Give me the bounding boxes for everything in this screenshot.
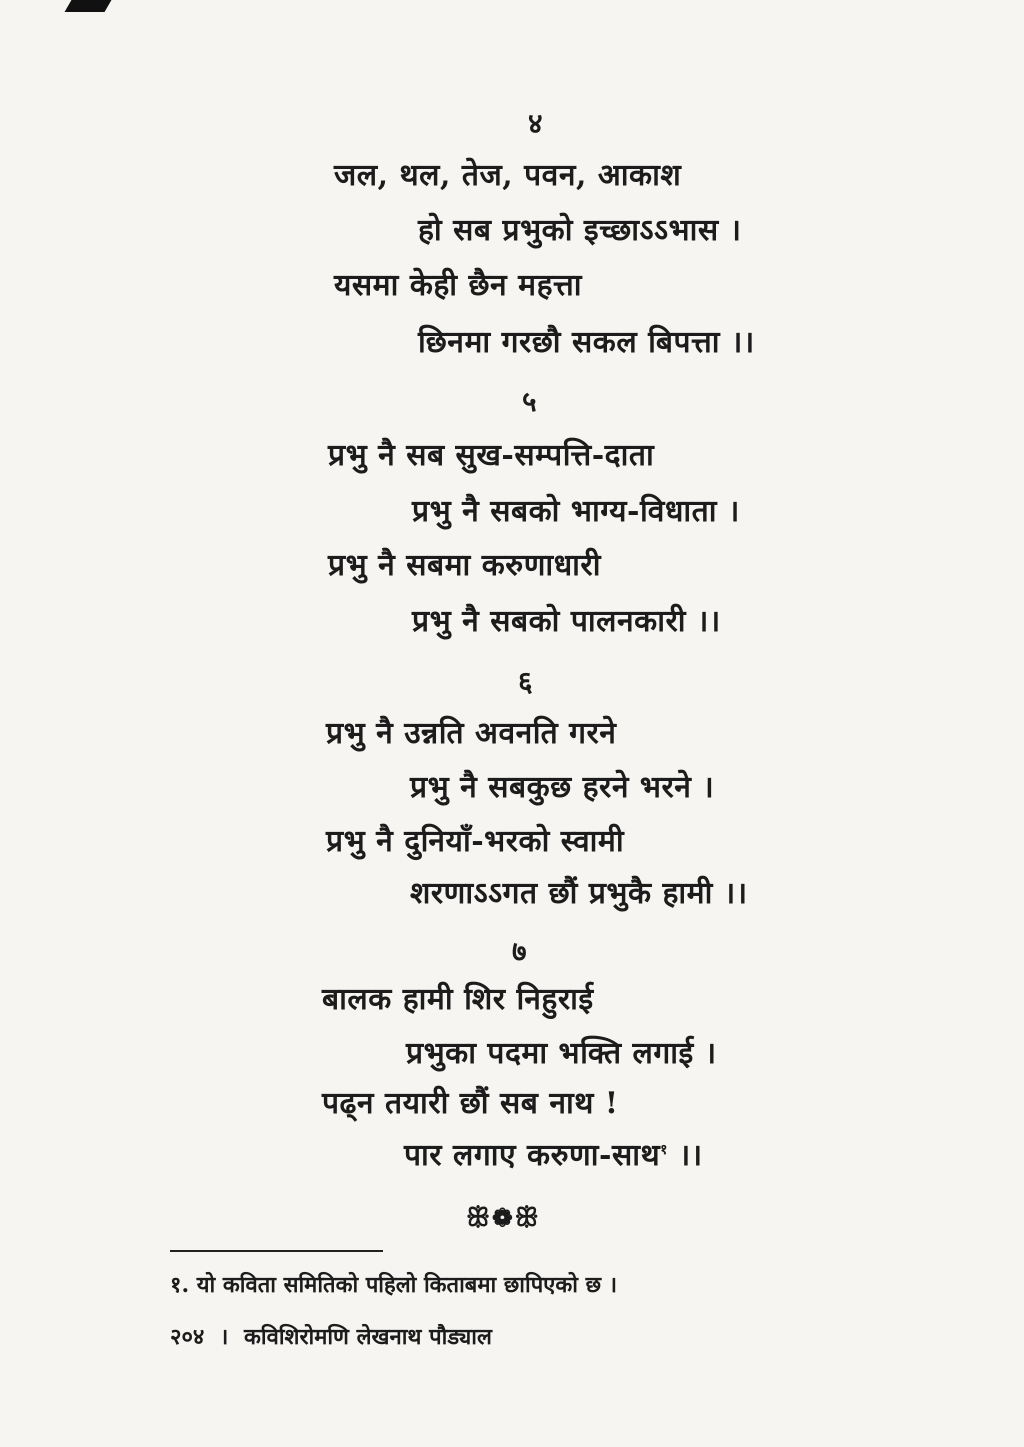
footnote-marker: १ (660, 1142, 668, 1158)
verse-last-line (404, 1136, 703, 1176)
verse-line: हो सब प्रभुको इच्छाऽऽभास । (418, 213, 742, 248)
section-ornament: ꕥ❁ꕥ (466, 1203, 541, 1233)
verse-line: जल, थल, तेज, पवन, आकाश (334, 158, 682, 193)
verse-line: प्रभु नै सबको भाग्य-विधाता । (412, 494, 740, 529)
book-title: कविशिरोमणि लेखनाथ पौड्याल (244, 1324, 492, 1350)
verse-line: प्रभु नै उन्नति अवनति गरने (326, 716, 617, 751)
verse-line: पार लगाए करुणा-साथ (404, 1138, 661, 1173)
verse-number: ४ (528, 107, 544, 140)
verse-line: बालक हामी शिर निहुराई (322, 982, 594, 1017)
page-footer (170, 1322, 492, 1352)
page-number: २०४ (170, 1324, 205, 1350)
verse-number: ६ (518, 665, 534, 698)
verse-line: छिनमा गरछौ सकल बिपत्ता ।। (418, 325, 755, 360)
verse-line: प्रभु नै सबमा करुणाधारी (328, 548, 601, 583)
verse-line: शरणाऽऽगत छौं प्रभुकै हामी ।। (410, 876, 748, 911)
verse-number: ५ (522, 385, 538, 418)
verse-end-mark: ।। (667, 1138, 703, 1173)
verse-line: पढ्न तयारी छौं सब नाथ ! (322, 1086, 619, 1121)
verse-line: प्रभु नै सबकुछ हरने भरने । (410, 770, 715, 805)
verse-line: प्रभु नै सब सुख-सम्पत्ति-दाता (328, 438, 655, 473)
footer-separator: । (220, 1324, 229, 1350)
verse-line: प्रभु नै दुनियाँ-भरको स्वामी (326, 824, 625, 859)
verse-line: प्रभु नै सबको पालनकारी ।। (412, 604, 721, 639)
footnote-rule (170, 1250, 383, 1252)
verse-line: यसमा केही छैन महत्ता (334, 268, 583, 303)
footnote-text: १. यो कविता समितिको पहिलो किताबमा छापिएको छ । (170, 1272, 618, 1298)
verse-line: प्रभुका पदमा भक्ति लगाई । (406, 1036, 717, 1071)
verse-number: ७ (512, 935, 528, 968)
corner-mark (65, 0, 112, 12)
